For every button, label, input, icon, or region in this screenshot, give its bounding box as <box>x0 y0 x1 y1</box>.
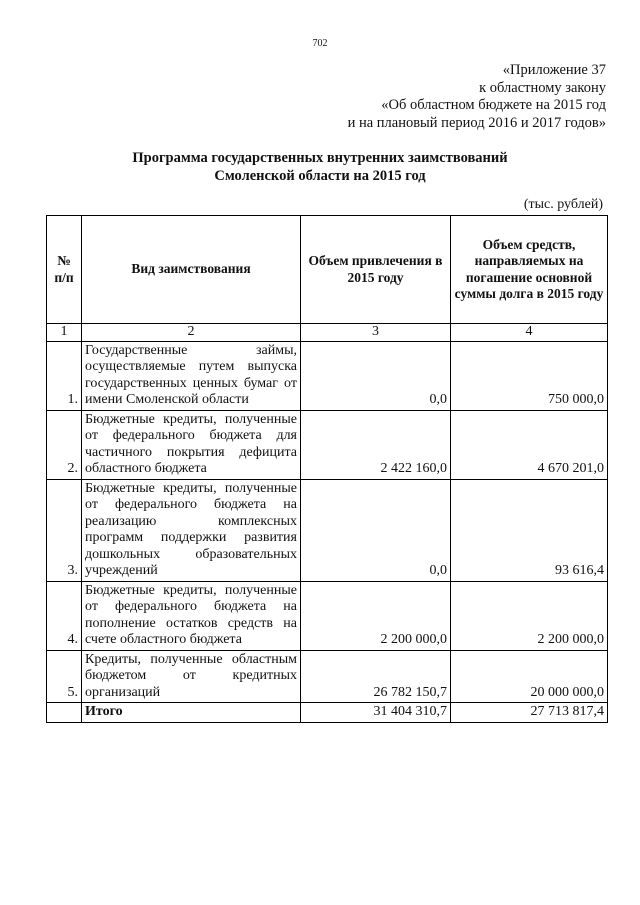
header-num: № п/п <box>47 216 82 324</box>
row-number: 4. <box>47 581 82 650</box>
table-row <box>47 341 608 410</box>
table-row <box>47 650 608 703</box>
appendix-line: и на плановый период 2016 и 2017 годов» <box>347 114 606 131</box>
borrowing-type: Государственные займы, осуществляемые путем выпуска государственных ценных бумаг от имени Смоленской области <box>82 341 301 410</box>
total-raise: 31 404 310,7 <box>301 703 451 723</box>
column-number: 3 <box>301 324 451 342</box>
appendix-line: «Приложение 37 <box>502 62 606 78</box>
title-line: Программа государственных внутренних заимствований <box>132 150 508 166</box>
row-number: 1. <box>47 341 82 410</box>
column-number: 4 <box>451 324 608 342</box>
repay-amount: 2 200 000,0 <box>451 581 608 650</box>
total-label: Итого <box>82 703 301 723</box>
row-number: 2. <box>47 410 82 479</box>
title-line: Смоленской области на 2015 год <box>214 167 426 184</box>
total-num-cell <box>47 703 82 723</box>
repay-amount: 93 616,4 <box>451 479 608 581</box>
table-header-row <box>47 216 608 324</box>
repay-amount: 750 000,0 <box>451 341 608 410</box>
borrowing-type: Кредиты, полученные областным бюджетом от кредитных организаций <box>82 650 301 703</box>
appendix-line: «Об областном бюджете на 2015 год <box>381 97 606 113</box>
total-row <box>47 703 608 723</box>
table-row <box>47 410 608 479</box>
repay-amount: 4 670 201,0 <box>451 410 608 479</box>
raise-amount: 2 200 000,0 <box>301 581 451 650</box>
raise-amount: 2 422 160,0 <box>301 410 451 479</box>
row-number: 5. <box>47 650 82 703</box>
row-number: 3. <box>47 479 82 581</box>
units-label: (тыс. рублей) <box>523 197 603 212</box>
page-number: 702 <box>312 38 328 49</box>
appendix-line: к областному закону <box>479 79 606 96</box>
borrowing-type: Бюджетные кредиты, полученные от федерального бюджета на реализацию комплексных программ поддержки развития дошкольных образовательных учреждений <box>82 479 301 581</box>
column-numbers-row <box>47 324 608 342</box>
raise-amount: 0,0 <box>301 479 451 581</box>
raise-amount: 26 782 150,7 <box>301 650 451 703</box>
raise-amount: 0,0 <box>301 341 451 410</box>
appendix-header <box>348 62 606 132</box>
total-repay: 27 713 817,4 <box>451 703 608 723</box>
header-repay: Объем средств, направляемых на погашение основной суммы долга в 2015 году <box>451 216 608 324</box>
borrowing-type: Бюджетные кредиты, полученные от федерального бюджета на пополнение остатков средств на счете областного бюджета <box>82 581 301 650</box>
header-type: Вид заимствования <box>82 216 301 324</box>
column-number: 1 <box>47 324 82 342</box>
borrowing-type: Бюджетные кредиты, полученные от федерального бюджета для частичного покрытия дефицита областного бюджета <box>82 410 301 479</box>
document-title <box>0 150 640 185</box>
header-raise: Объем привлечения в 2015 году <box>301 216 451 324</box>
table-row <box>47 479 608 581</box>
table-row <box>47 581 608 650</box>
column-number: 2 <box>82 324 301 342</box>
borrowings-table <box>46 215 608 723</box>
repay-amount: 20 000 000,0 <box>451 650 608 703</box>
